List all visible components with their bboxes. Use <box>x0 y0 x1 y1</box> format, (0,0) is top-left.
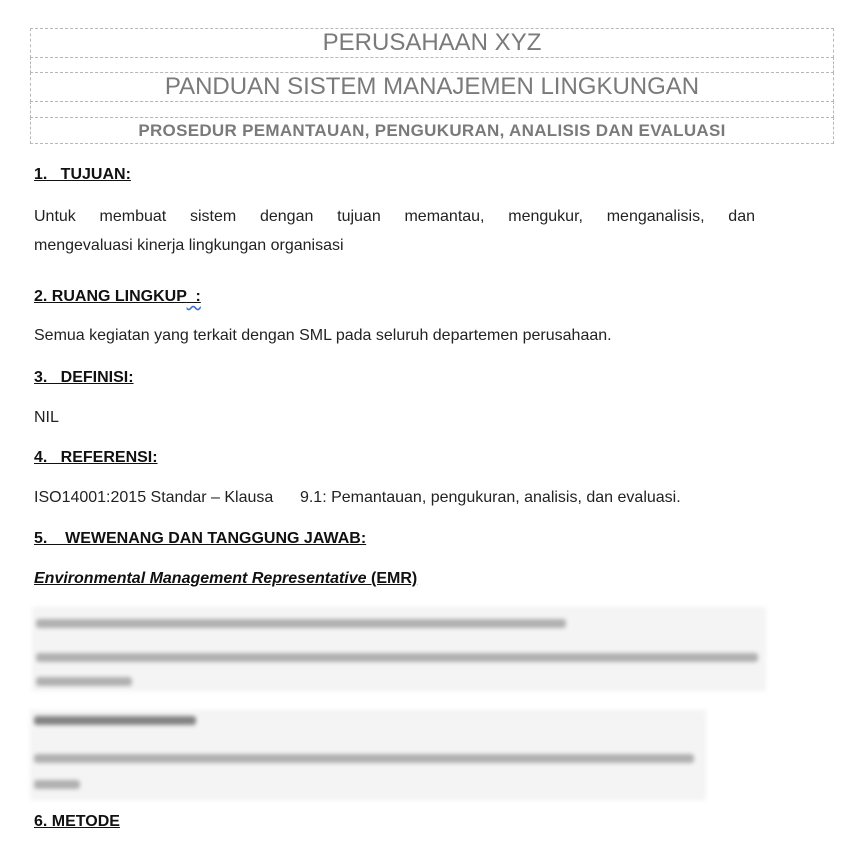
referensi-text: ISO14001:2015 Standar – Klausa 9.1: Pemantauan, pengukuran, analisis, dan evaluasi. <box>34 489 681 506</box>
emr-subheading <box>34 570 417 588</box>
emr-abbrev: (EMR) <box>366 570 418 587</box>
section-metode-heading: 6. METODE <box>34 813 120 830</box>
section-definisi-heading: 3. DEFINISI: <box>34 369 134 386</box>
emr-italic-label: Environmental Management Representative <box>34 570 367 587</box>
section-wewenang-heading: 5. WEWENANG DAN TANGGUNG JAWAB: <box>34 530 367 547</box>
ruang-lingkup-heading-main: 2. RUANG LINGKUP <box>34 288 187 305</box>
ruang-lingkup-heading-tail: : <box>186 288 201 305</box>
procedure-title: PROSEDUR PEMANTAUAN, PENGUKURAN, ANALISIS DAN EVALUASI <box>30 117 834 144</box>
section-ruang-lingkup-heading <box>34 288 201 306</box>
blurred-emr-responsibilities <box>32 607 766 691</box>
tujuan-text-line2: mengevaluasi kinerja lingkungan organisasi <box>34 237 344 254</box>
ruang-lingkup-text: Semua kegiatan yang terkait dengan SML pada seluruh departemen perusahaan. <box>34 327 612 344</box>
company-name: PERUSAHAAN XYZ <box>30 28 834 58</box>
section-tujuan-heading: 1. TUJUAN: <box>34 166 131 183</box>
tujuan-text-line1: Untuk membuat sistem dengan tujuan memantau, mengukur, menganalisis, dan <box>34 208 755 225</box>
definisi-text: NIL <box>34 409 59 426</box>
blurred-department-head-responsibilities <box>30 710 706 800</box>
manual-title: PANDUAN SISTEM MANAJEMEN LINGKUNGAN <box>30 72 834 102</box>
header-spacer <box>30 57 834 73</box>
header-spacer <box>30 101 834 118</box>
section-referensi-heading: 4. REFERENSI: <box>34 449 158 466</box>
